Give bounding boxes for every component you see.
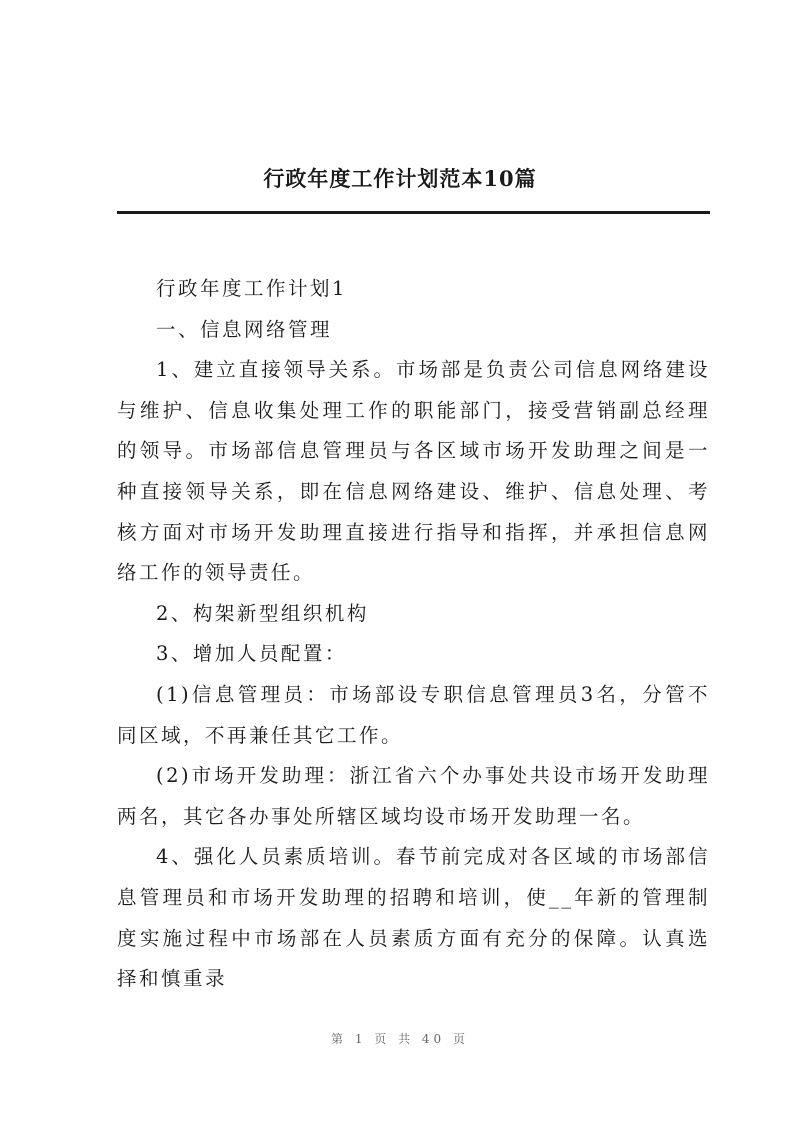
page-number-footer: 第 1 页 共 40 页 xyxy=(331,1032,469,1046)
body-paragraph: (1)信息管理员：市场部设专职信息管理员3名，分管不同区域，不再兼任其它工作。 xyxy=(117,682,710,747)
subsection-heading: 一、信息网络管理 xyxy=(156,317,333,341)
body-paragraph: 1、建立直接领导关系。市场部是负责公司信息网络建设与维护、信息收集处理工作的职能部门，接受营销副总经理的领导。市场部信息管理员与各区域市场开发助理之间是一种直接领导关系，即在信息网络建设、维护、信息处理、考核方面对市场开发助理直接进行指导和指挥，并承担信息网络工作的领导责任。 xyxy=(117,358,710,585)
body-paragraph: 2、构架新型组织机构 xyxy=(156,601,369,625)
body-paragraph: (2)市场开发助理：浙江省六个办事处共设市场开发助理两名，其它各办事处所辖区域均设市场开发助理一名。 xyxy=(117,764,710,828)
section-heading: 行政年度工作计划1 xyxy=(156,277,347,300)
document-body xyxy=(117,269,710,1000)
body-paragraph: 4、强化人员素质培训。春节前完成对各区域的市场部信息管理员和市场开发助理的招聘和培训，使__年新的管理制度实施过程中市场部在人员素质方面有充分的保障。认真选择和慎重录 xyxy=(117,845,710,991)
document-title: 行政年度工作计划范本10篇 xyxy=(263,166,537,191)
title-divider xyxy=(117,211,710,214)
body-paragraph: 3、增加人员配置： xyxy=(156,642,347,666)
